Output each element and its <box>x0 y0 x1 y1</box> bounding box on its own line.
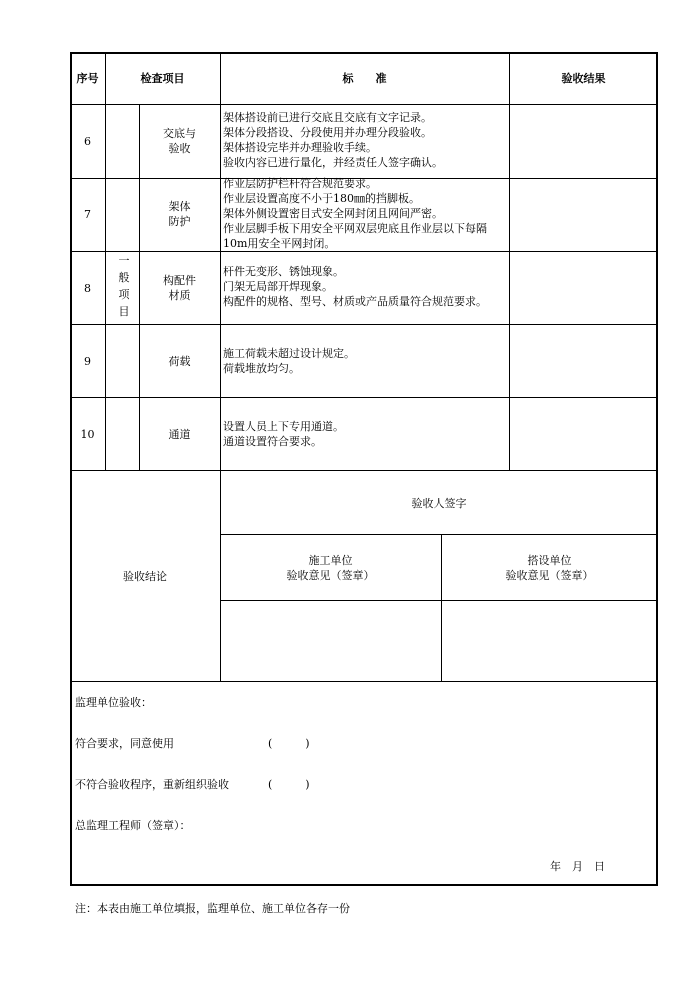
row-8-bottom-line <box>70 324 658 325</box>
erection-unit-opinion <box>441 553 658 583</box>
signature-header-line <box>220 534 658 535</box>
erection-unit-line: 搭设单位 <box>527 554 572 567</box>
option-approve-checkbox[interactable]: ( ) <box>268 737 310 750</box>
signature-date: 年 月 日 <box>550 860 605 873</box>
row-8-item-line: 构配件 <box>163 274 196 287</box>
row-7-item <box>139 199 220 229</box>
row-8-item-line: 材质 <box>168 289 191 302</box>
option-reject: 不符合验收程序，重新组织验收 <box>75 778 229 791</box>
chief-engineer-signature: 总监理工程师（签章）： <box>75 819 191 832</box>
signature-unit-line <box>220 600 658 601</box>
row-6-item-line: 交底与 <box>163 127 196 140</box>
footer-note: 注：本表由施工单位填报，监理单位、施工单位各存一份 <box>75 902 350 915</box>
row-8-seq: 8 <box>84 282 91 295</box>
construction-unit-line: 施工单位 <box>308 554 353 567</box>
standard-line: 验收内容已进行量化，并经责任人签字确认。 <box>223 156 443 169</box>
row-8-item <box>139 273 220 303</box>
row-7-standard <box>223 176 507 250</box>
row-6-item <box>139 126 220 156</box>
category-char: 一 <box>118 254 130 267</box>
standard-line: 作业层脚手板下用安全平网双层兜底且作业层以下每隔 <box>223 222 487 235</box>
standard-line: 10m用安全平网封闭。 <box>223 237 336 250</box>
standard-column-line <box>509 52 510 470</box>
signature-header: 验收人签字 <box>411 497 467 510</box>
erection-unit-line: 验收意见（签章） <box>505 569 594 582</box>
standard-line: 门架无局部开焊现象。 <box>223 280 333 293</box>
row-6-item-line: 验收 <box>168 142 191 155</box>
acceptance-bottom-line <box>70 681 658 682</box>
supervision-title: 监理单位验收： <box>75 696 152 709</box>
header-item: 检查项目 <box>140 72 185 85</box>
row-9-bottom-line <box>70 397 658 398</box>
row-7-item-line: 架体 <box>168 200 191 213</box>
item-column-line <box>220 52 221 681</box>
construction-unit-line: 验收意见（签章） <box>286 569 375 582</box>
header-seq: 序号 <box>76 72 99 85</box>
category-char: 目 <box>118 305 130 318</box>
category-general-items <box>112 252 136 320</box>
category-char: 般 <box>118 271 130 284</box>
row-9-seq: 9 <box>84 355 91 368</box>
standard-line: 荷载堆放均匀。 <box>223 362 300 375</box>
row-9-standard <box>223 346 507 376</box>
option-reject-checkbox[interactable]: ( ) <box>268 778 310 791</box>
standard-line: 架体分段搭设、分段使用并办理分段验收。 <box>223 126 432 139</box>
standard-line: 作业层设置高度不小于180㎜的挡脚板。 <box>223 192 420 205</box>
row-7-item-line: 防护 <box>168 215 191 228</box>
row-10-bottom-line <box>70 470 658 471</box>
header-standard: 标 准 <box>342 72 387 85</box>
acceptance-conclusion-label: 验收结论 <box>123 570 167 583</box>
row-7-seq: 7 <box>84 208 91 221</box>
category-char: 项 <box>118 288 130 301</box>
row-8-standard <box>223 264 507 309</box>
standard-line: 构配件的规格、型号、材质或产品质量符合规范要求。 <box>223 295 487 308</box>
row-7-bottom-line <box>70 251 658 252</box>
option-approve: 符合要求，同意使用 <box>75 737 174 750</box>
row-6-standard <box>223 110 507 170</box>
row-6-seq: 6 <box>84 135 91 148</box>
row-10-seq: 10 <box>80 428 95 441</box>
standard-line: 杆件无变形、锈蚀现象。 <box>223 265 344 278</box>
header-result: 验收结果 <box>561 72 606 85</box>
standard-line: 施工荷载未超过设计规定。 <box>223 347 355 360</box>
standard-line: 通道设置符合要求。 <box>223 435 322 448</box>
standard-line: 作业层防护栏杆符合规范要求。 <box>223 177 377 190</box>
row-10-standard <box>223 419 507 449</box>
standard-line: 架体搭设前已进行交底且交底有文字记录。 <box>223 111 432 124</box>
construction-unit-opinion <box>220 553 441 583</box>
standard-line: 架体搭设完毕并办理验收手续。 <box>223 141 377 154</box>
standard-line: 架体外侧设置密目式安全网封闭且网间严密。 <box>223 207 443 220</box>
row-9-item: 荷载 <box>168 355 191 368</box>
standard-line: 设置人员上下专用通道。 <box>223 420 344 433</box>
row-10-item: 通道 <box>168 428 191 441</box>
seq-column-line <box>105 52 106 470</box>
header-bottom-line <box>70 104 658 105</box>
